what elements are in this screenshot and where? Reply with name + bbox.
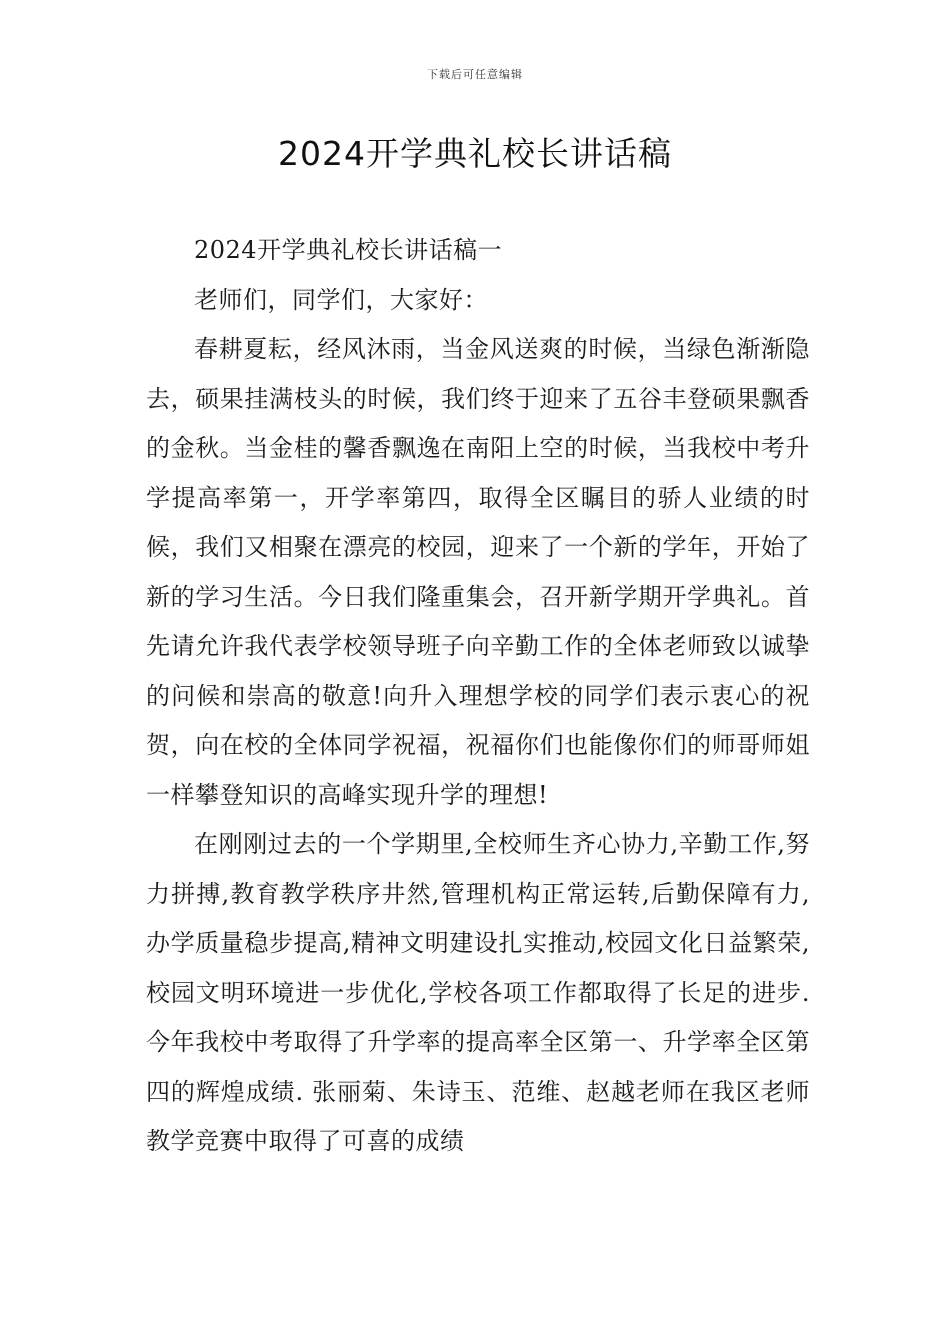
document-body (146, 226, 810, 1167)
paragraph-achievements: 在刚刚过去的一个学期里,全校师生齐心协力,辛勤工作,努力拼搏,教育教学秩序井然,管理机构正常运转,后勤保障有力,办学质量稳步提高,精神文明建设扎实推动,校园文化日益繁荣,校园文明环境进一步优化,学校各项工作都取得了长足的进步.今年我校中考取得了升学率的提高率全区第一、升学率全区第四的辉煌成绩. 张丽菊、朱诗玉、范维、赵越老师在我区老师教学竞赛中取得了可喜的成绩 (146, 830, 810, 1155)
document-title: 2024开学典礼校长讲话稿 (278, 134, 672, 173)
paragraph-subtitle: 2024开学典礼校长讲话稿一 (194, 236, 503, 264)
paragraph-greeting: 老师们，同学们，大家好： (194, 285, 488, 314)
paragraph-opening: 春耕夏耘，经风沐雨，当金风送爽的时候，当绿色渐渐隐去，硕果挂满枝头的时候，我们终于迎来了五谷丰登硕果飘香的金秋。当金桂的馨香飘逸在南阳上空的时候，当我校中考升学提高率第一，开学率第四，取得全区瞩目的骄人业绩的时候，我们又相聚在漂亮的校园，迎来了一个新的学年，开始了新的学习生活。今日我们隆重集会，召开新学期开学典礼。首先请允许我代表学校领导班子向辛勤工作的全体老师致以诚挚的问候和崇高的敬意!向升入理想学校的同学们表示衷心的祝贺，向在校的全体同学祝福，祝福你们也能像你们的师哥师姐一样攀登知识的高峰实现升学的理想! (146, 335, 810, 809)
header-note: 下载后可任意编辑 (427, 68, 523, 81)
